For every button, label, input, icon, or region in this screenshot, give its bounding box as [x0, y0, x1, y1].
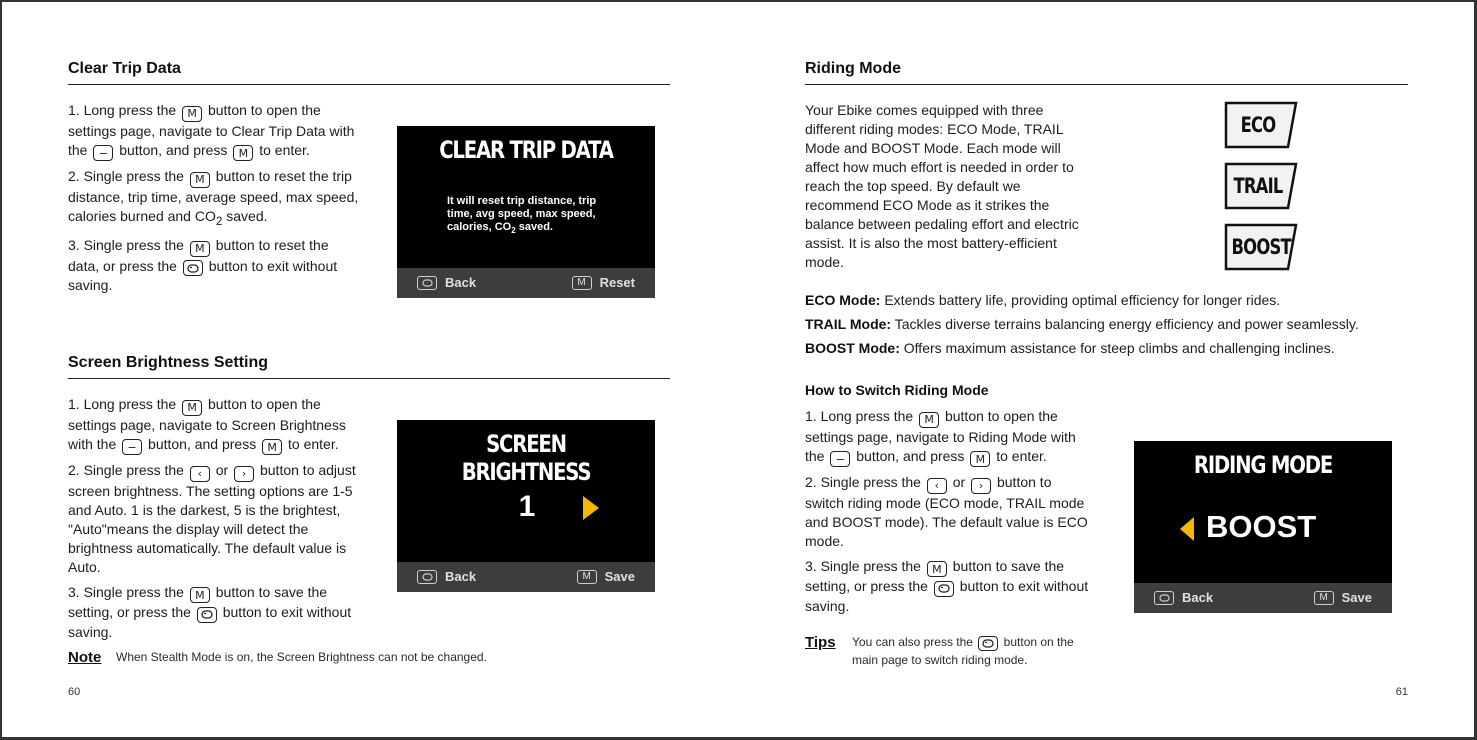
clear-trip-screen-title: CLEAR TRIP DATA — [439, 136, 613, 164]
clear-trip-step-2: 2. Single press the M button to reset the trip distance, trip time, average speed, max speed, calories burned and $CO_2$ saved. — [68, 168, 359, 228]
screen-back: Back — [417, 275, 476, 290]
back-key-icon — [183, 260, 203, 276]
brightness-divider — [68, 378, 670, 379]
boost-mode-desc: BOOST Mode: Offers maximum assistance for steep climbs and challenging inclines. — [805, 340, 1335, 356]
m-key-icon: M — [919, 412, 939, 428]
riding-step-1: 1. Long press the M button to open the settings page, navigate to Riding Mode with the − button, and press M to enter. — [805, 408, 1076, 466]
clear-trip-steps — [68, 101, 360, 301]
riding-mode-title: Riding Mode — [805, 60, 901, 77]
back-key-icon — [934, 581, 954, 597]
note-label: Note — [68, 649, 102, 666]
m-key-icon: M — [927, 561, 947, 577]
brightness-screen-title: SCREEN BRIGHTNESS — [461, 430, 591, 486]
m-key-icon: M — [182, 106, 202, 122]
note-text: When Stealth Mode is on, the Screen Brightness can not be changed. — [116, 650, 487, 664]
clear-trip-step-3: 3. Single press the M button to reset the data, or press the button to exit without saving. — [68, 237, 338, 294]
riding-mode-steps — [805, 407, 1091, 622]
tips-label: Tips — [805, 634, 836, 651]
minus-key-icon: − — [93, 145, 113, 161]
riding-mode-value: BOOST — [1206, 509, 1317, 544]
left-arrow-icon — [1180, 517, 1194, 541]
m-key-icon: M — [190, 172, 210, 188]
trail-mode-desc: TRAIL Mode: Tackles diverse terrains balancing energy efficiency and power seamlessly. — [805, 316, 1359, 332]
brightness-step-3: 3. Single press the M button to save the setting, or press the button to exit without saving. — [68, 583, 352, 640]
m-key-icon: M — [233, 145, 253, 161]
m-key-icon: M — [190, 241, 210, 257]
brightness-title: Screen Brightness Setting — [68, 354, 269, 371]
riding-mode-intro: Your Ebike comes equipped with three different riding modes: ECO Mode, TRAIL Mode and BOOST Mode. Each mode will affect how much effort is needed in order to reach the top speed. By default we recommend ECO Mode as it strikes the balance between pedaling effort and electric assist. It is also the most battery-efficient mode. — [805, 102, 1079, 270]
riding-mode-screen-title: RIDING MODE — [1193, 451, 1333, 479]
m-key-icon: M — [190, 587, 210, 603]
page-number-right: 61 — [1395, 686, 1408, 698]
tips-text: You can also press the button on the main page to switch riding mode. — [852, 635, 1074, 667]
brightness-step-1: 1. Long press the M button to open the settings page, navigate to Screen Brightness with the − button, and press M to enter. — [68, 396, 346, 454]
clear-trip-divider — [68, 84, 670, 85]
back-key-icon — [197, 607, 217, 623]
brightness-screen-bar — [397, 562, 655, 592]
left-page — [68, 0, 670, 740]
eco-mode-desc: ECO Mode: Extends battery life, providing optimal efficiency for longer rides. — [805, 292, 1281, 308]
clear-trip-step-1: 1. Long press the M button to open the settings page, navigate to Clear Trip Data with the − button, and press M to enter. — [68, 102, 355, 160]
how-to-switch-title: How to Switch Riding Mode — [805, 382, 989, 398]
brightness-steps — [68, 395, 360, 648]
riding-step-3: 3. Single press the M button to save the setting, or press the button to exit without saving. — [805, 557, 1089, 614]
eco-badge: ECO — [1224, 101, 1298, 149]
brightness-step-2: 2. Single press the ‹ or › button to adjust screen brightness. The setting options are 1-5 and Auto. 1 is the darkest, 5 is the brightest, "Auto"means the display will detect the brightness automatically. The default value is Auto. — [68, 462, 356, 575]
brightness-value: 1 — [518, 490, 536, 523]
right-key-icon: › — [971, 478, 991, 494]
left-key-icon: ‹ — [927, 478, 947, 494]
clear-trip-screen — [397, 126, 655, 298]
clear-trip-title: Clear Trip Data — [68, 60, 181, 77]
brightness-screen — [397, 420, 655, 592]
m-key-icon: M — [182, 400, 202, 416]
m-key-icon: M — [1314, 591, 1334, 605]
m-key-icon: M — [572, 276, 592, 290]
trail-badge: TRAIL — [1224, 162, 1298, 210]
m-key-icon: M — [577, 570, 597, 584]
back-key-icon — [978, 636, 998, 651]
clear-trip-screen-message: It will reset trip distance, trip time, avg speed, max speed, calories, $CO_2$ saved. — [447, 195, 597, 236]
screen-save: M Save — [577, 569, 635, 584]
right-page — [805, 0, 1408, 740]
screen-save: M Save — [1314, 590, 1372, 605]
riding-mode-screen-bar — [1134, 583, 1392, 613]
riding-mode-divider — [805, 84, 1408, 85]
back-key-icon — [1154, 591, 1174, 605]
screen-back: Back — [417, 569, 476, 584]
minus-key-icon: − — [122, 439, 142, 455]
right-key-icon: › — [234, 466, 254, 482]
left-key-icon: ‹ — [190, 466, 210, 482]
back-key-icon — [417, 276, 437, 290]
right-arrow-icon — [583, 496, 599, 520]
screen-reset: M Reset — [572, 275, 635, 290]
minus-key-icon: − — [830, 451, 850, 467]
clear-trip-screen-bar — [397, 268, 655, 298]
boost-badge: BOOST — [1224, 223, 1298, 271]
riding-step-2: 2. Single press the ‹ or › button to switch riding mode (ECO mode, TRAIL mode and BOOST mode). The default value is ECO mode. — [805, 474, 1088, 549]
m-key-icon: M — [262, 439, 282, 455]
page-number-left: 60 — [68, 686, 81, 698]
back-key-icon — [417, 570, 437, 584]
screen-back: Back — [1154, 590, 1213, 605]
m-key-icon: M — [970, 451, 990, 467]
riding-mode-screen — [1134, 441, 1392, 613]
